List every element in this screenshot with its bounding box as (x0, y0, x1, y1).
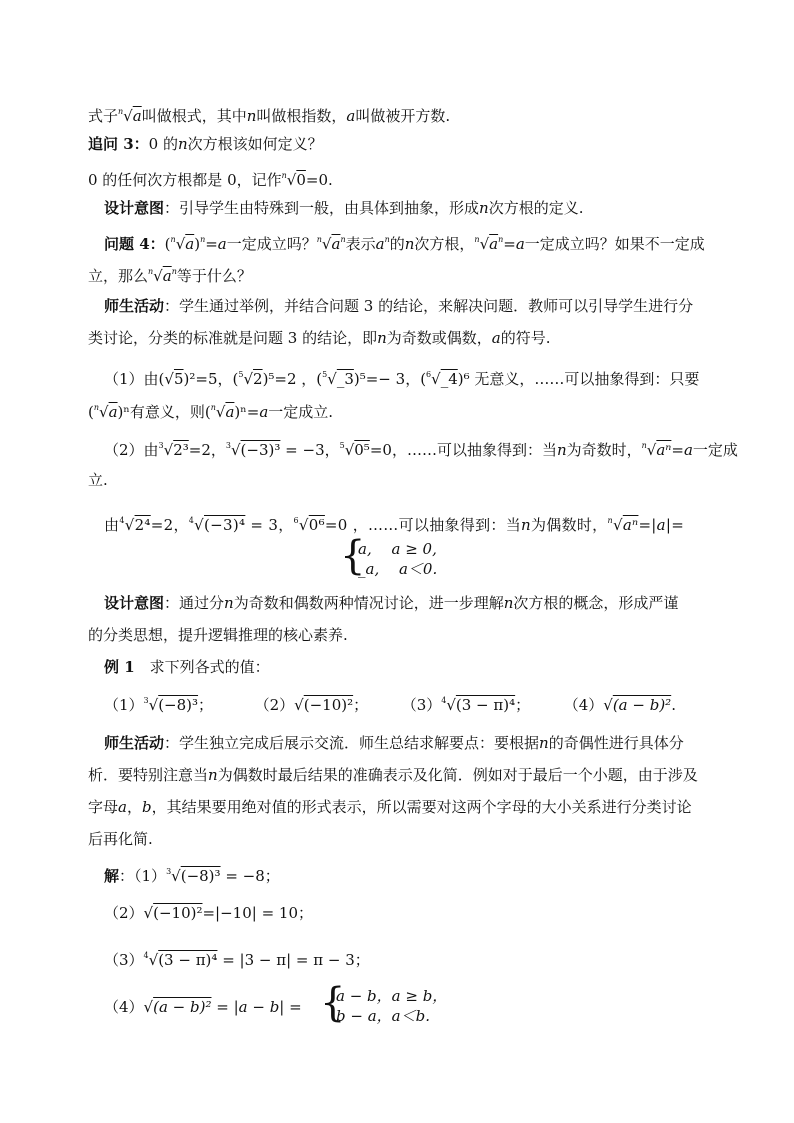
line-radical-definition: 式子$^n$√a叫做根式，其中n叫做根指数，a叫做被开方数. (88, 107, 451, 125)
line-solution-4: （4）√(a − b)² = |a − b| = (104, 998, 302, 1016)
line-case-2-cont: 立. (88, 471, 108, 489)
solution-4-brace: { (320, 980, 346, 1026)
line-example-1: 例 1 求下列各式的值： (104, 658, 270, 676)
solution-4-case-2: b − a，a＜b. (336, 1007, 430, 1025)
line-solution-2: （2）√(−10)²=|−10| = 10； (104, 904, 314, 922)
line-example-items: $(1)^3√(-8)^3$； （2）√(−10)²； $(3)^4√(3 - \pi)^4$； （4）√(a − b)². (104, 696, 676, 714)
line-activity-2-cont-2: 字母a，b，其结果要用绝对值的形式表示，所以需要对这两个字母的大小关系进行分类讨论 (88, 798, 692, 816)
piecewise-case-1: a, a ≥ 0, (358, 540, 437, 558)
line-case-1-cont: ($^n$√a)ⁿ有意义，则($^n$√a)ⁿ=a一定成立. (88, 403, 334, 421)
line-activity-2-cont-3: 后再化简. (88, 830, 153, 848)
line-design-intent-1: 设计意图：引导学生由特殊到一般，由具体到抽象，形成n次方根的定义. (104, 199, 584, 217)
piecewise-brace: { (340, 533, 366, 579)
line-question-4-cont: 立，那么$^n√a^n$等于什么？ (88, 267, 252, 285)
line-activity-1-cont: 类讨论，分类的标准就是问题 3 的结论，即n为奇数或偶数，a的符号. (88, 329, 551, 347)
piecewise-case-2: _a, a＜0. (358, 560, 438, 578)
line-solution-3: $(3)^4√(3 - \pi)^4 = |3 - \pi| = \pi - 3$； (104, 951, 370, 969)
line-case-2: （2）由$^3$√2³=2，$^3$√(−3)³ = −3，$^5$√0⁵=0，……可以抽象得到：当n为奇数时，$^n$√aⁿ=a一定成 (104, 441, 738, 459)
line-activity-2: 师生活动：学生独立完成后展示交流．师生总结求解要点：要根据n的奇偶性进行具体分 (104, 734, 684, 752)
line-case-3: 由$^4$√2⁴=2，$^4$√(−3)⁴ = 3，$^6$√0⁶=0 ，……可以抽象得到：当n为偶数时，$^n$√aⁿ=|a|= (104, 516, 685, 534)
line-solution-1: 解：$(1)^3√(-8)^3 = -8$； (104, 867, 280, 885)
line-activity-2-cont-1: 析．要特别注意当n为偶数时最后结果的准确表示及化简．例如对于最后一个小题，由于涉及 (88, 766, 698, 784)
line-design-intent-2-cont: 的分类思想，提升逻辑推理的核心素养. (88, 626, 348, 644)
line-activity-1: 师生活动：学生通过举例，并结合问题 3 的结论，来解决问题．教师可以引导学生进行分 (104, 297, 694, 315)
line-design-intent-2: 设计意图：通过分n为奇数和偶数两种情况讨论，进一步理解n次方根的概念，形成严谨 (104, 594, 679, 612)
line-followup-question-3: 追问 3：0 的n次方根该如何定义？ (88, 135, 323, 153)
line-zero-root: 0 的任何次方根都是 0，记作$^n$√0=0. (88, 171, 333, 189)
line-case-1: （1）由(√5)²=5，($^5$√2)⁵=2 ，($^5$√_3)⁵=− 3，($^6$√_4)⁶ 无意义，……可以抽象得到：只要 (104, 370, 700, 388)
solution-4-case-1: a − b，a ≥ b， (336, 987, 448, 1005)
line-question-4: 问题 4：$(^n√a)^n=a$一定成立吗？$^n√a^n$表示$a^n$的n次方根，$^n√a^n=a$一定成立吗？如果不一定成 (104, 235, 705, 253)
